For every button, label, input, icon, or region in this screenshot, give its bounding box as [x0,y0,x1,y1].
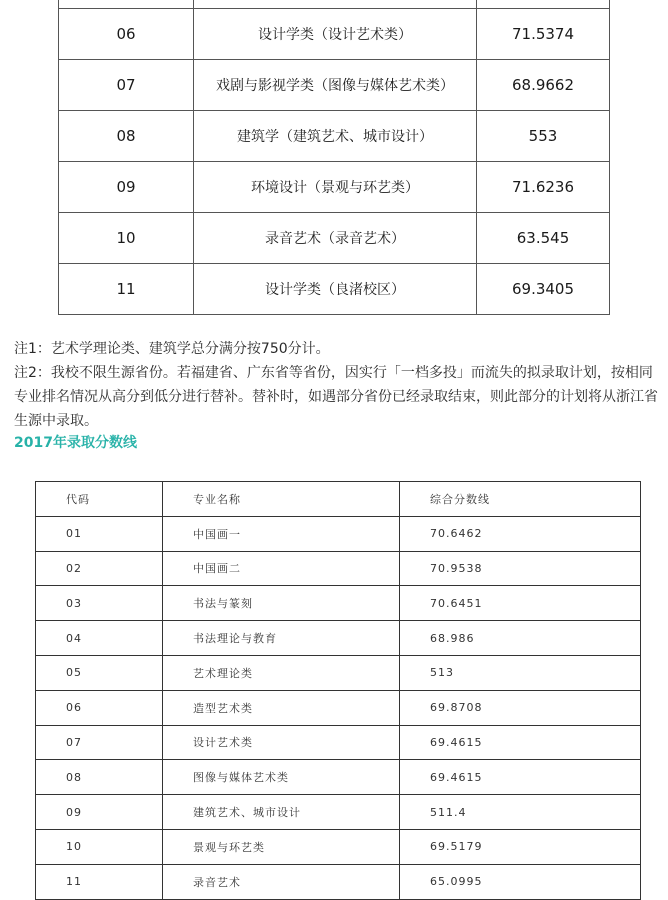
cell-score: 69.4615 [400,760,641,795]
cell-score: 70.6462 [400,516,641,551]
cell-major: 景观与环艺类 [163,829,400,864]
table-row [36,586,641,621]
cell-code: 08 [36,760,163,795]
table-row [36,864,641,899]
cell-major: 造型艺术类 [163,690,400,725]
header-code: 代码 [36,482,163,517]
cell-code: 10 [59,213,194,264]
cell-major: 艺术理论类 [163,655,400,690]
cell-code: 10 [36,829,163,864]
cell-major: 录音艺术 [163,864,400,899]
cell-major: 设计艺术类 [163,725,400,760]
cell-score [477,0,610,9]
cell-major: 建筑学（建筑艺术、城市设计） [194,111,477,162]
cell-code: 02 [36,551,163,586]
table-row [59,0,610,9]
table-2017 [35,481,641,900]
table-row [59,213,610,264]
cell-major: 书法理论与教育 [163,621,400,656]
cell-score: 511.4 [400,795,641,830]
cell-code: 07 [59,60,194,111]
table-row [59,111,610,162]
cell-major: 环境设计（景观与环艺类） [194,162,477,213]
cell-code: 11 [59,264,194,315]
table-row [36,690,641,725]
cell-major: 录音艺术（录音艺术） [194,213,477,264]
section-title: 2017年录取分数线 [14,435,137,451]
table-row [36,760,641,795]
cell-code: 01 [36,516,163,551]
cell-score: 69.8708 [400,690,641,725]
cell-major: 图像与媒体艺术类 [163,760,400,795]
cell-major: 设计学类（良渚校区） [194,264,477,315]
cell-major: 建筑艺术、城市设计 [163,795,400,830]
cell-score: 69.5179 [400,829,641,864]
cell-major [194,0,477,9]
table-2018-continuation [58,0,610,315]
header-major: 专业名称 [163,482,400,517]
cell-code: 05 [36,655,163,690]
cell-code: 03 [36,586,163,621]
cell-score: 71.5374 [477,9,610,60]
table-row [36,829,641,864]
cell-score: 70.6451 [400,586,641,621]
table-row [36,621,641,656]
cell-major: 中国画一 [163,516,400,551]
table-row [36,725,641,760]
cell-code: 08 [59,111,194,162]
cell-major: 书法与篆刻 [163,586,400,621]
table-row [59,264,610,315]
cell-score: 70.9538 [400,551,641,586]
table-header-row [36,482,641,517]
note-2: 注2：我校不限生源省份。若福建省、广东省等省份，因实行「一档多投」而流失的拟录取计划，按相同专业排名情况从高分到低分进行替补。替补时，如遇部分省份已经录取结束，则此部分的计划将从浙江省生源中录取。 [14,365,658,429]
cell-code: 11 [36,864,163,899]
table-row [59,9,610,60]
cell-code: 09 [59,162,194,213]
cell-code: 07 [36,725,163,760]
table-row [36,551,641,586]
cell-major: 中国画二 [163,551,400,586]
table-row [36,655,641,690]
cell-major: 设计学类（设计艺术类） [194,9,477,60]
cell-code: 06 [36,690,163,725]
header-score: 综合分数线 [400,482,641,517]
table-row [59,60,610,111]
cell-score: 63.545 [477,213,610,264]
cell-score: 65.0995 [400,864,641,899]
note-1: 注1：艺术学理论类、建筑学总分满分按750分计。 [14,341,330,357]
cell-code: 06 [59,9,194,60]
table-row [36,795,641,830]
notes [14,337,658,433]
table-row [36,516,641,551]
cell-score: 69.3405 [477,264,610,315]
cell-score: 553 [477,111,610,162]
cell-score: 68.9662 [477,60,610,111]
cell-score: 69.4615 [400,725,641,760]
cell-score: 71.6236 [477,162,610,213]
cell-score: 513 [400,655,641,690]
cell-code: 04 [36,621,163,656]
cell-code: 09 [36,795,163,830]
cell-code [59,0,194,9]
table-row [59,162,610,213]
cell-major: 戏剧与影视学类（图像与媒体艺术类） [194,60,477,111]
cell-score: 68.986 [400,621,641,656]
